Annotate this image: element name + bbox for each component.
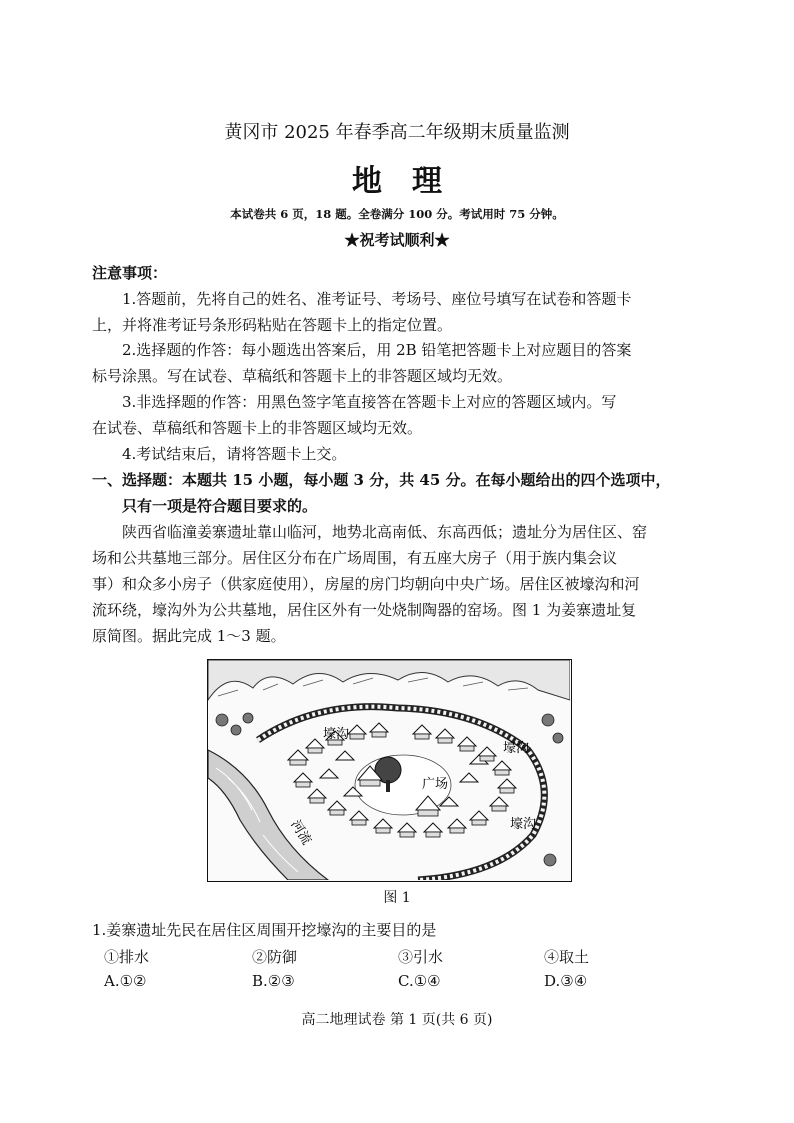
tree-trunk xyxy=(386,780,390,792)
statement-item: ③引水 xyxy=(398,948,444,966)
figure-caption: 图 1 xyxy=(383,890,411,906)
map-drawing xyxy=(208,660,570,880)
notice-heading: 注意事项： xyxy=(92,264,168,282)
notice-line: 标号涂黑。写在试卷、草稿纸和答题卡上的非答题区域均无效。 xyxy=(92,367,513,385)
hills xyxy=(208,660,570,700)
good-luck-banner: ★祝考试顺利★ xyxy=(344,231,450,249)
subject-title: 地理 xyxy=(352,164,472,199)
passage-line: 流环绕，壕沟外为公共墓地，居住区外有一处烧制陶器的窑场。图 1 为姜寨遗址复 xyxy=(92,601,637,619)
page-footer: 高二地理试卷 第 1 页(共 6 页) xyxy=(301,1012,493,1028)
square-label: 广场 xyxy=(422,777,449,792)
answer-choice-d: D.③④ xyxy=(544,972,588,990)
moat-label: 壕沟 xyxy=(503,741,530,756)
statement-item: ④取土 xyxy=(544,948,590,966)
notice-line: 2.选择题的作答：每小题选出答案后，用 2B 铅笔把答题卡上对应题目的答案 xyxy=(122,341,632,359)
statement-item: ①排水 xyxy=(104,948,150,966)
moat-label: 壕沟 xyxy=(510,817,537,832)
notice-line: 在试卷、草稿纸和答题卡上的非答题区域均无效。 xyxy=(92,419,423,437)
notice-line: 1.答题前，先将自己的姓名、准考证号、考场号、座位号填写在试卷和答题卡 xyxy=(122,290,632,308)
passage-line: 事）和众多小房子（供家庭使用），房屋的房门均朝向中央广场。居住区被壕沟和河 xyxy=(92,575,640,593)
passage-line: 原简图。据此完成 1～3 题。 xyxy=(92,627,286,645)
answer-choice-c: C.①④ xyxy=(398,972,441,990)
exam-info: 本试卷共 6 页，18 题。全卷满分 100 分。考试用时 75 分钟。 xyxy=(230,207,564,221)
hill-hatching xyxy=(218,678,528,696)
notice-line: 3.非选择题的作答：用黑色签字笔直接答在答题卡上对应的答题区域内。写 xyxy=(122,393,617,411)
answer-choice-b: B.②③ xyxy=(252,972,295,990)
exam-title: 黄冈市 2025 年春季高二年级期末质量监测 xyxy=(224,122,570,143)
statement-item: ②防御 xyxy=(252,948,298,966)
notice-line: 4.考试结束后，请将答题卡上交。 xyxy=(122,445,347,463)
site-reconstruction-map xyxy=(207,659,572,882)
notice-line: 上，并将准考证号条形码粘贴在答题卡上的指定位置。 xyxy=(92,316,453,334)
river xyxy=(208,750,328,880)
passage-line: 陕西省临潼姜寨遗址靠山临河，地势北高南低、东高西低；遗址分为居住区、窑 xyxy=(122,523,648,541)
passage-line: 场和公共墓地三部分。居住区分布在广场周围，有五座大房子（用于族内集会议 xyxy=(92,549,618,567)
answer-choice-a: A.①② xyxy=(104,972,147,990)
river-label: 河流 xyxy=(287,817,314,848)
moat-label: 壕沟 xyxy=(323,727,350,742)
section-heading: 一、选择题：本题共 15 小题，每小题 3 分，共 45 分。在每小题给出的四个选项中， xyxy=(92,471,671,489)
section-heading-cont: 只有一项是符合题目要求的。 xyxy=(122,497,318,515)
question-stem: 1.姜寨遗址先民在居住区周围开挖壕沟的主要目的是 xyxy=(92,921,437,939)
